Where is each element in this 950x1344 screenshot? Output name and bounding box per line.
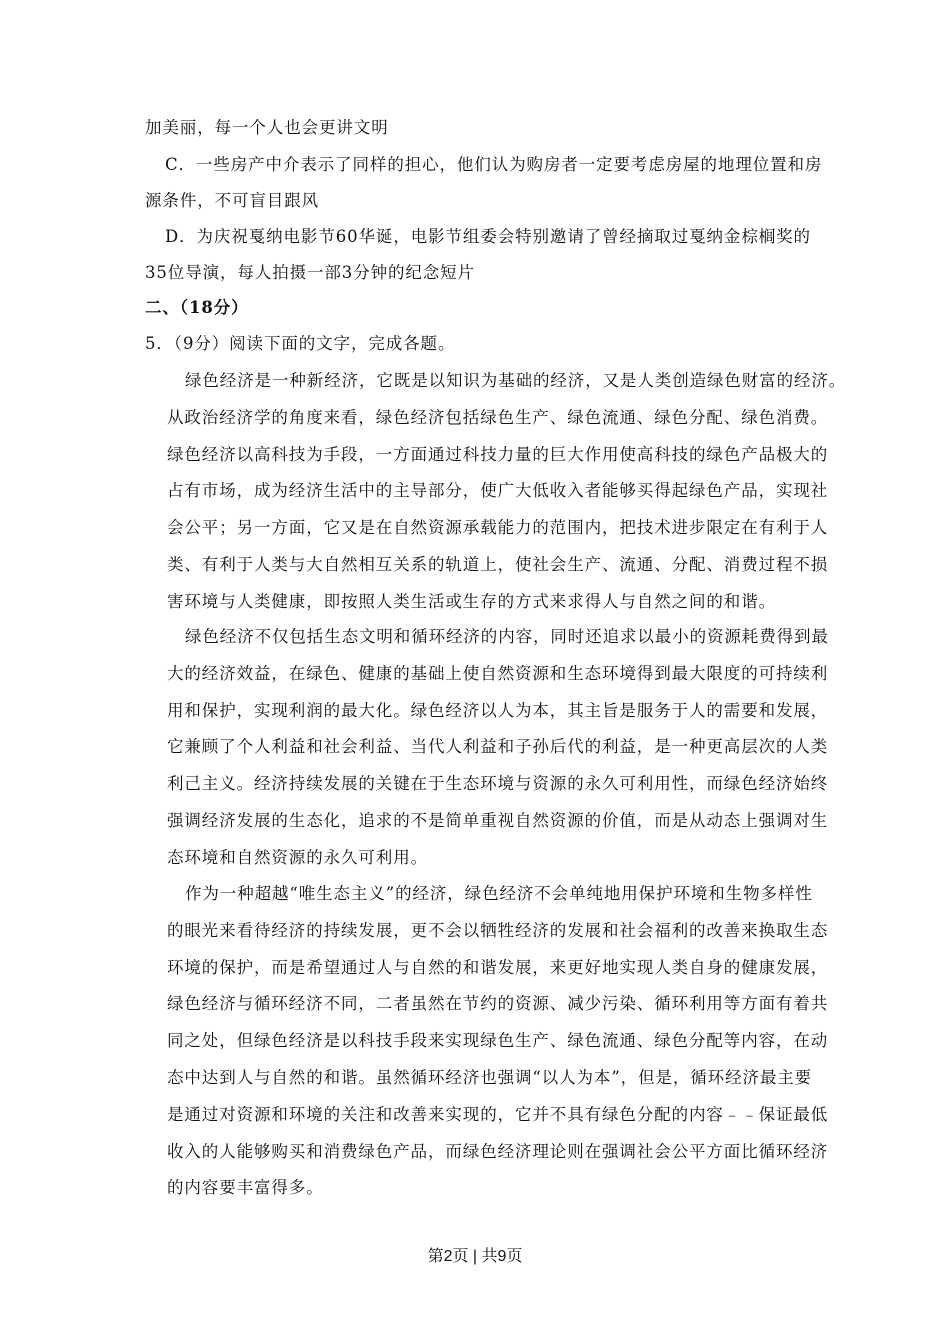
passage-line: 强调经济发展的生态化，追求的不是简单重视自然资源的价值，而是从动态上强调对生 (167, 811, 829, 830)
passage-line: 收入的人能够购买和消费绿色产品，而绿色经济理论则在强调社会公平方面比循环经济 (167, 1141, 829, 1161)
passage-line: 绿色经济以高科技为手段，一方面通过科技力量的巨大作用使高科技的绿色产品极大的 (167, 444, 829, 464)
option-b-continuation: 加美丽，每一个人也会更讲文明 (145, 118, 389, 137)
passage-line: 绿色经济是一种新经济，它既是以知识为基础的经济，又是人类创造绿色财富的经济。 (185, 371, 847, 390)
option-d-line: 35位导演，每人拍摄一部3分钟的纪念短片 (145, 263, 475, 282)
passage-line: 害环境与人类健康，即按照人类生活或生存的方式来求得人与自然之间的和谐。 (167, 591, 776, 611)
passage-line: 态中达到人与自然的和谐。虽然循环经济也强调“以人为本”，但是，循环经济最主要 (167, 1068, 813, 1087)
passage-line: 同之处，但绿色经济是以科技手段来实现绿色生产、绿色流通、绿色分配等内容，在动 (167, 1031, 829, 1051)
passage-line: 态环境和自然资源的永久可利用。 (167, 847, 428, 867)
page-footer: 第2页 | 共9页 (427, 1248, 523, 1265)
passage-line: 会公平；另一方面，它又是在自然资源承载能力的范围内，把技术进步限定在有利于人 (167, 518, 829, 538)
passage-line: 类、有利于人类与大自然相互关系的轨道上，使社会生产、流通、分配、消费过程不损 (167, 555, 829, 574)
passage-line: 用和保护，实现利润的最大化。绿色经济以人为本，其主旨是服务于人的需要和发展， (167, 700, 829, 720)
option-c-line: C．一些房产中介表示了同样的担心，他们认为购房者一定要考虑房屋的地理位置和房 (165, 155, 823, 174)
passage-line: 大的经济效益，在绿色、健康的基础上使自然资源和生态环境得到最大限度的可持续利 (167, 663, 829, 683)
option-d-line: D．为庆祝戛纳电影节60华诞，电影节组委会特别邀请了曾经摘取过戛纳金棕榈奖的 (165, 227, 811, 246)
section-heading: 二、（18分） (145, 298, 249, 317)
passage-line: 利己主义。经济持续发展的关键在于生态环境与资源的永久可利用性，而绿色经济始终 (167, 774, 829, 794)
passage-line: 的内容要丰富得多。 (167, 1178, 324, 1198)
passage-line: 是通过对资源和环境的关注和改善来实现的，它并不具有绿色分配的内容﹣﹣保证最低 (167, 1104, 829, 1124)
passage-line: 环境的保护，而是希望通过人与自然的和谐发展，来更好地实现人类自身的健康发展， (167, 957, 829, 977)
passage-line: 作为一种超越“唯生态主义”的经济，绿色经济不会单纯地用保护环境和生物多样性 (185, 884, 813, 903)
passage-line: 绿色经济不仅包括生态文明和循环经济的内容，同时还追求以最小的资源耗费得到最 (185, 627, 829, 646)
question-5-prompt: 5．（9分）阅读下面的文字，完成各题。 (145, 334, 456, 353)
passage-line: 的眼光来看待经济的持续发展，更不会以牺牲经济的发展和社会福利的改善来换取生态 (167, 920, 829, 940)
passage-line: 绿色经济与循环经济不同，二者虽然在节约的资源、减少污染、循环利用等方面有着共 (167, 994, 829, 1014)
passage-line: 从政治经济学的角度来看，绿色经济包括绿色生产、绿色流通、绿色分配、绿色消费。 (167, 407, 829, 427)
passage-line: 占有市场，成为经济生活中的主导部分，使广大低收入者能够买得起绿色产品，实现社 (167, 481, 829, 501)
option-c-line: 源条件，不可盲目跟风 (145, 191, 319, 210)
passage-line: 它兼顾了个人利益和社会利益、当代人利益和子孙后代的利益，是一种更高层次的人类 (167, 737, 829, 757)
